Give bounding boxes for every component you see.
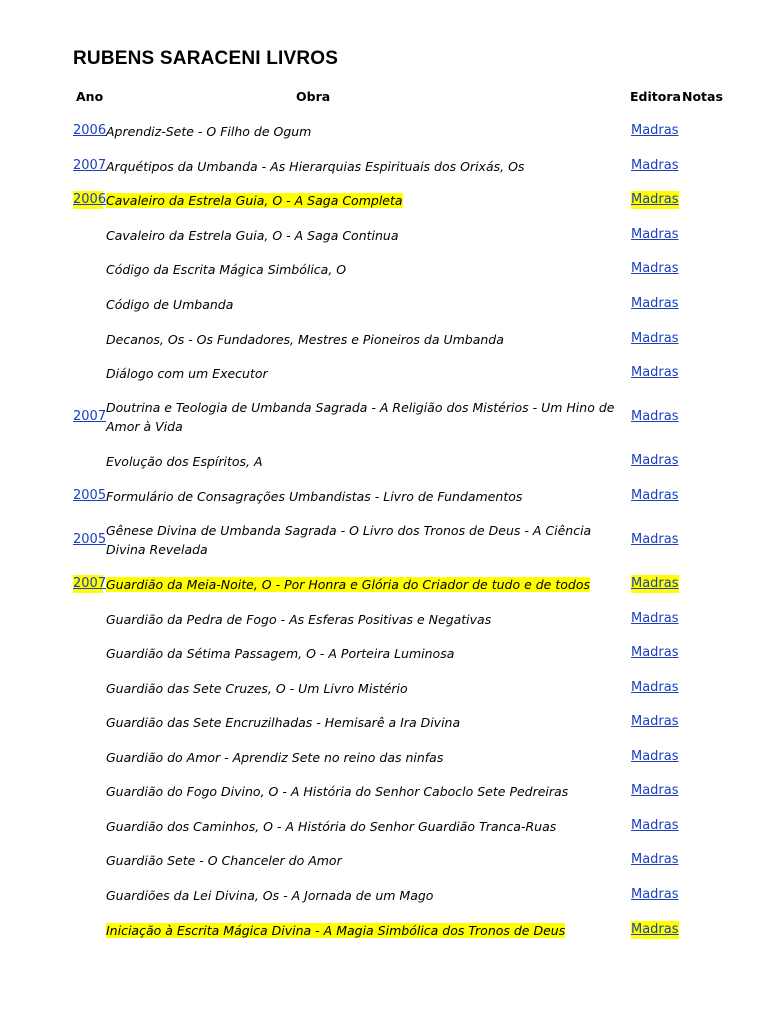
table-row xyxy=(0,748,768,767)
book-title-text: Doutrina e Teologia de Umbanda Sagrada - A Religião dos Mistérios - Um Hino de Amor à Vida xyxy=(106,400,615,434)
publisher-link[interactable]: Madras xyxy=(631,158,679,173)
table-row xyxy=(0,575,768,594)
table-row xyxy=(0,713,768,732)
book-title xyxy=(106,260,622,279)
year-link[interactable]: 2006 xyxy=(73,192,107,207)
header-ano: Ano xyxy=(76,89,104,104)
publisher-link[interactable]: Madras xyxy=(631,365,679,380)
book-title xyxy=(106,610,622,629)
book-title xyxy=(106,122,622,141)
book-title xyxy=(106,921,622,940)
table-row xyxy=(0,782,768,801)
table-row xyxy=(0,398,768,436)
table-row xyxy=(0,226,768,245)
publisher-link[interactable]: Madras xyxy=(631,192,679,207)
book-title-text: Guardião Sete - O Chanceler do Amor xyxy=(106,852,342,868)
book-title xyxy=(106,191,622,210)
publisher-link[interactable]: Madras xyxy=(631,409,679,424)
publisher-link[interactable]: Madras xyxy=(631,749,679,764)
book-title xyxy=(106,487,622,506)
header-obra: Obra xyxy=(296,89,331,104)
publisher-link[interactable]: Madras xyxy=(631,922,679,937)
publisher-link[interactable]: Madras xyxy=(631,783,679,798)
publisher-link[interactable]: Madras xyxy=(631,576,679,591)
book-title xyxy=(106,644,622,663)
book-title-text: Evolução dos Espíritos, A xyxy=(106,453,263,469)
book-title xyxy=(106,851,622,870)
table-row xyxy=(0,817,768,836)
book-title xyxy=(106,713,622,732)
book-title-text: Cavaleiro da Estrela Guia, O - A Saga Continua xyxy=(106,227,399,243)
book-title xyxy=(106,679,622,698)
table-row xyxy=(0,644,768,663)
book-title xyxy=(106,295,622,314)
book-title-text: Guardião das Sete Cruzes, O - Um Livro Mistério xyxy=(106,680,408,696)
year-link[interactable]: 2005 xyxy=(73,532,107,547)
book-title xyxy=(106,748,622,767)
page-title: RUBENS SARACENI LIVROS xyxy=(73,48,339,69)
publisher-link[interactable]: Madras xyxy=(631,453,679,468)
book-title-text: Formulário de Consagrações Umbandistas - Livro de Fundamentos xyxy=(106,488,523,504)
book-title-text: Código da Escrita Mágica Simbólica, O xyxy=(106,261,347,277)
book-title xyxy=(106,452,622,471)
book-title-text: Arquétipos da Umbanda - As Hierarquias Espirituais dos Orixás, Os xyxy=(106,158,525,174)
table-row xyxy=(0,260,768,279)
publisher-link[interactable]: Madras xyxy=(631,532,679,547)
book-title xyxy=(106,521,622,559)
table-row xyxy=(0,295,768,314)
publisher-link[interactable]: Madras xyxy=(631,123,679,138)
publisher-link[interactable]: Madras xyxy=(631,488,679,503)
book-title xyxy=(106,886,622,905)
table-row xyxy=(0,122,768,141)
publisher-link[interactable]: Madras xyxy=(631,227,679,242)
book-title xyxy=(106,782,622,801)
book-title-text: Guardiões da Lei Divina, Os - A Jornada de um Mago xyxy=(106,887,434,903)
book-title-text: Iniciação à Escrita Mágica Divina - A Magia Simbólica dos Tronos de Deus xyxy=(106,922,566,938)
publisher-link[interactable]: Madras xyxy=(631,852,679,867)
publisher-link[interactable]: Madras xyxy=(631,296,679,311)
book-title-text: Diálogo com um Executor xyxy=(106,365,268,381)
book-title-text: Gênese Divina de Umbanda Sagrada - O Livro dos Tronos de Deus - A Ciência Divina Revelada xyxy=(106,523,592,557)
publisher-link[interactable]: Madras xyxy=(631,611,679,626)
book-title-text: Aprendiz-Sete - O Filho de Ogum xyxy=(106,123,312,139)
book-title xyxy=(106,226,622,245)
publisher-link[interactable]: Madras xyxy=(631,331,679,346)
publisher-link[interactable]: Madras xyxy=(631,645,679,660)
header-notas: Notas xyxy=(682,89,723,104)
table-row xyxy=(0,679,768,698)
year-link[interactable]: 2006 xyxy=(73,123,107,138)
publisher-link[interactable]: Madras xyxy=(631,887,679,902)
publisher-link[interactable]: Madras xyxy=(631,680,679,695)
book-title-text: Guardião da Pedra de Fogo - As Esferas Positivas e Negativas xyxy=(106,611,492,627)
table-row xyxy=(0,521,768,559)
book-title xyxy=(106,817,622,836)
table-row xyxy=(0,364,768,383)
table-row xyxy=(0,851,768,870)
publisher-link[interactable]: Madras xyxy=(631,714,679,729)
table-row xyxy=(0,157,768,176)
book-title-text: Guardião do Amor - Aprendiz Sete no reino das ninfas xyxy=(106,749,444,765)
book-title-text: Guardião do Fogo Divino, O - A História do Senhor Caboclo Sete Pedreiras xyxy=(106,783,569,799)
publisher-link[interactable]: Madras xyxy=(631,818,679,833)
table-row xyxy=(0,452,768,471)
table-row xyxy=(0,191,768,210)
book-title xyxy=(106,575,622,594)
header-editora: Editora xyxy=(630,89,681,104)
book-title-text: Código de Umbanda xyxy=(106,296,234,312)
book-title xyxy=(106,330,622,349)
book-title xyxy=(106,364,622,383)
book-title-text: Guardião dos Caminhos, O - A História do Senhor Guardião Tranca-Ruas xyxy=(106,818,557,834)
book-title xyxy=(106,398,622,436)
table-row xyxy=(0,610,768,629)
table-row xyxy=(0,921,768,940)
year-link[interactable]: 2005 xyxy=(73,488,107,503)
year-link[interactable]: 2007 xyxy=(73,158,107,173)
year-link[interactable]: 2007 xyxy=(73,576,107,591)
book-title-text: Cavaleiro da Estrela Guia, O - A Saga Completa xyxy=(106,192,403,208)
year-link[interactable]: 2007 xyxy=(73,409,107,424)
book-title-text: Guardião da Sétima Passagem, O - A Porteira Luminosa xyxy=(106,645,455,661)
book-title xyxy=(106,157,622,176)
book-title-text: Decanos, Os - Os Fundadores, Mestres e Pioneiros da Umbanda xyxy=(106,331,504,347)
table-row xyxy=(0,330,768,349)
table-row xyxy=(0,886,768,905)
publisher-link[interactable]: Madras xyxy=(631,261,679,276)
table-row xyxy=(0,487,768,506)
book-title-text: Guardião das Sete Encruzilhadas - Hemisarê a Ira Divina xyxy=(106,714,461,730)
book-title-text: Guardião da Meia-Noite, O - Por Honra e Glória do Criador de tudo e de todos xyxy=(106,576,590,592)
